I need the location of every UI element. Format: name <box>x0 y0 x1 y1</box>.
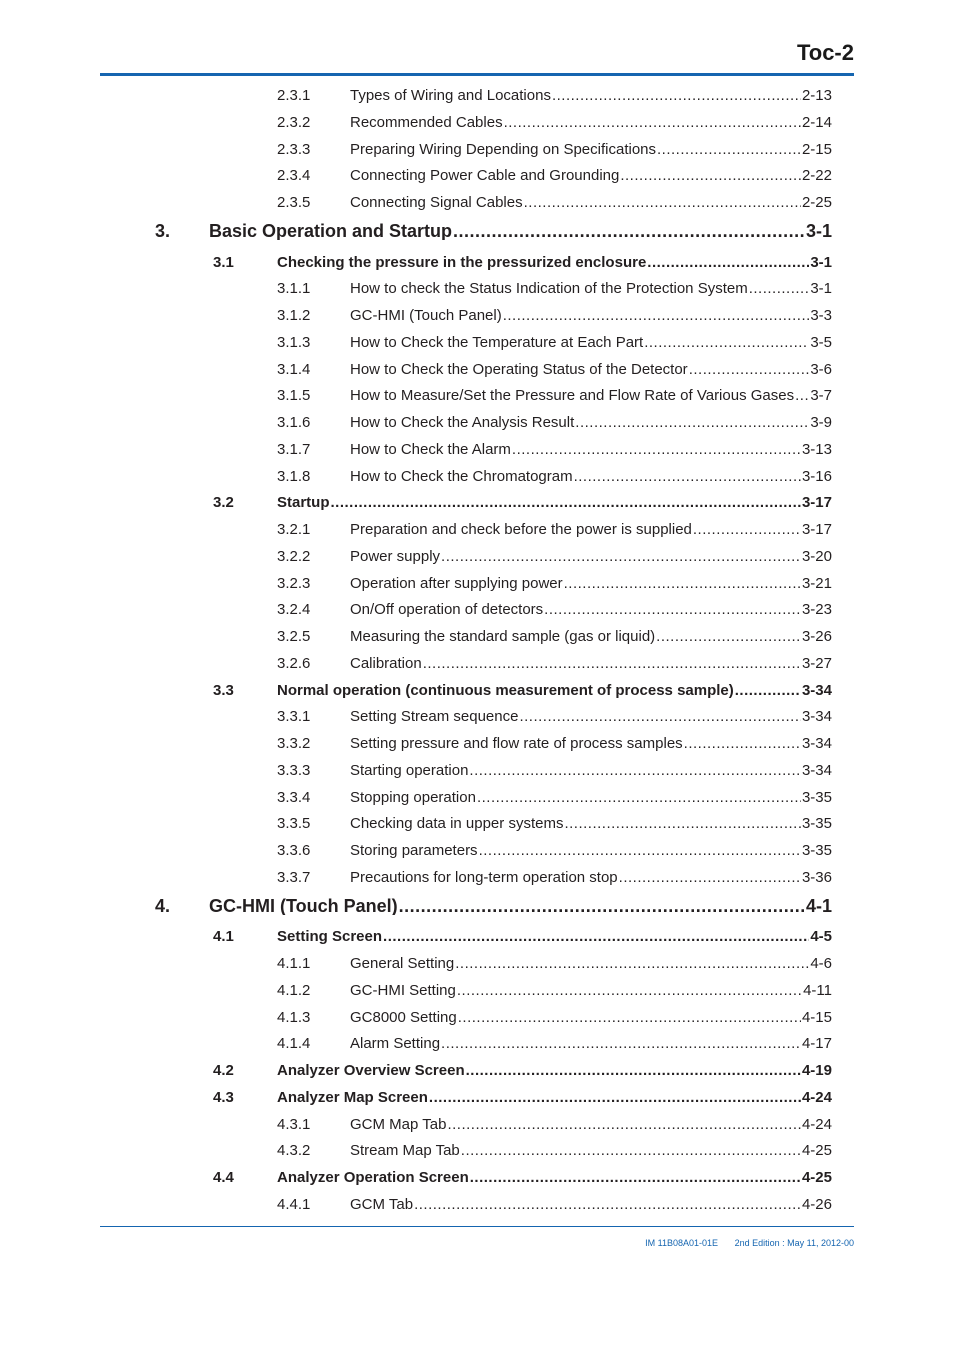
toc-entry-number: 3.2.6 <box>277 655 311 672</box>
toc-entry-body <box>350 415 832 430</box>
toc-entry[interactable] <box>277 980 832 1002</box>
toc-entry[interactable] <box>277 813 832 835</box>
toc-entry-title: Stopping operation <box>350 790 476 805</box>
toc-entry-title: Setting pressure and flow rate of process samples <box>350 736 683 751</box>
toc-entry-title: GCM Tab <box>350 1197 414 1212</box>
toc-entry-title: Alarm Setting <box>350 1036 441 1051</box>
toc-entry-title: Analyzer Overview Screen <box>277 1063 465 1078</box>
toc-entry[interactable] <box>277 546 832 568</box>
toc-entry-title: Stream Map Tab <box>350 1143 460 1158</box>
toc-entry[interactable] <box>213 492 832 514</box>
toc-entry-number: 3.3.2 <box>277 735 311 752</box>
toc-entry-number: 2.3.4 <box>277 167 311 184</box>
toc-entry-title: Analyzer Operation Screen <box>277 1170 469 1185</box>
toc-entry-number: 2.3.3 <box>277 141 311 158</box>
toc-entry[interactable] <box>277 840 832 862</box>
dot-leader <box>414 1197 801 1212</box>
toc-entry-number: 3.2.1 <box>277 521 311 538</box>
dot-leader <box>574 469 801 484</box>
toc-entry-title: General Setting <box>350 956 455 971</box>
dot-leader <box>455 956 809 971</box>
toc-entry-body <box>350 442 832 457</box>
toc-entry-page: 3-6 <box>810 362 832 377</box>
toc-entry[interactable] <box>213 1167 832 1189</box>
toc-entry-title: Measuring the standard sample (gas or liquid) <box>350 629 656 644</box>
page-title: Toc-2 <box>796 40 854 65</box>
toc-entry[interactable] <box>277 278 832 300</box>
toc-entry-title: How to Check the Analysis Result <box>350 415 575 430</box>
toc-entry-number: 4.1.1 <box>277 955 311 972</box>
toc-entry-number: 3.1.1 <box>277 280 311 297</box>
dot-leader <box>684 736 801 751</box>
toc-entry-page: 3-34 <box>801 709 832 724</box>
footer-rule <box>100 1226 854 1227</box>
toc-entry-title: On/Off operation of detectors <box>350 602 544 617</box>
document-id: IM 11B08A01-01E <box>645 1238 719 1248</box>
dot-leader <box>447 1117 801 1132</box>
dot-leader <box>429 1090 801 1105</box>
dot-leader <box>693 522 801 537</box>
dot-leader <box>647 255 809 270</box>
toc-entry-number: 4.1.4 <box>277 1035 311 1052</box>
toc-entry-body <box>277 255 832 270</box>
toc-entry-number: 3.2 <box>213 494 234 511</box>
toc-entry-title: Calibration <box>350 656 422 671</box>
toc-entry-page: 4-25 <box>801 1170 832 1185</box>
toc-entry[interactable] <box>277 787 832 809</box>
dot-leader <box>399 897 805 915</box>
toc-entry-page: 4-25 <box>801 1143 832 1158</box>
toc-entry-title: Startup <box>277 495 330 510</box>
toc-entry[interactable] <box>277 85 832 107</box>
toc-entry-title: GCM Map Tab <box>350 1117 447 1132</box>
toc-entry-body <box>277 683 832 698</box>
header-rule <box>100 73 854 76</box>
dot-leader <box>477 790 801 805</box>
toc-entry-page: 4-6 <box>810 956 832 971</box>
toc-entry-page: 3-34 <box>801 763 832 778</box>
toc-entry-title: Setting Stream sequence <box>350 709 519 724</box>
dot-leader <box>564 816 801 831</box>
toc-entry-body <box>350 763 832 778</box>
toc-entry[interactable] <box>277 519 832 541</box>
toc-entry[interactable] <box>277 359 832 381</box>
toc-entry-body <box>350 115 832 130</box>
dot-leader <box>470 1170 801 1185</box>
toc-entry-number: 3.2.4 <box>277 601 311 618</box>
dot-leader <box>620 168 801 183</box>
toc-entry-number: 4.4.1 <box>277 1196 311 1213</box>
toc-entry-page: 3-7 <box>810 388 832 403</box>
toc-entry-body <box>350 362 832 377</box>
toc-entry-title: Setting Screen <box>277 929 383 944</box>
toc-entry-page: 3-35 <box>801 843 832 858</box>
toc-entry[interactable] <box>277 1140 832 1162</box>
toc-entry[interactable] <box>277 867 832 889</box>
toc-entry-number: 4.4 <box>213 1169 234 1186</box>
toc-entry-title: Connecting Power Cable and Grounding <box>350 168 620 183</box>
toc-entry-body <box>350 195 832 210</box>
toc-entry-body <box>350 549 832 564</box>
toc-entry-title: Precautions for long-term operation stop <box>350 870 618 885</box>
toc-entry-title: Preparing Wiring Depending on Specifications <box>350 142 657 157</box>
toc-entry[interactable] <box>277 626 832 648</box>
toc-entry-body <box>350 709 832 724</box>
toc-entry[interactable] <box>277 439 832 461</box>
toc-entry-number: 3.1.2 <box>277 307 311 324</box>
toc-entry-number: 4.1.3 <box>277 1009 311 1026</box>
toc-entry-body <box>350 736 832 751</box>
toc-entry-body <box>350 870 832 885</box>
toc-entry-title: GC-HMI Setting <box>350 983 456 998</box>
toc-entry-title: How to Check the Operating Status of the Detector <box>350 362 688 377</box>
toc-entry-body <box>350 983 832 998</box>
toc-entry[interactable] <box>213 926 832 948</box>
toc-entry-number: 3.1.8 <box>277 468 311 485</box>
toc-entry-body <box>350 469 832 484</box>
toc-entry-page: 3-20 <box>801 549 832 564</box>
toc-entry-page: 3-34 <box>801 736 832 751</box>
toc-entry-title: How to check the Status Indication of the Protection System <box>350 281 748 296</box>
toc-entry-page: 2-25 <box>801 195 832 210</box>
toc-entry-page: 4-5 <box>810 929 832 944</box>
toc-entry-page: 3-17 <box>801 522 832 537</box>
toc-entry-body <box>209 897 832 915</box>
toc-entry-body <box>277 495 832 510</box>
dot-leader <box>524 195 801 210</box>
toc-entry-page: 4-1 <box>805 897 832 915</box>
toc-entry-body <box>350 1036 832 1051</box>
toc-entry-number: 2.3.1 <box>277 87 311 104</box>
toc-entry-body <box>350 88 832 103</box>
footer <box>645 1238 854 1248</box>
toc-entry-body <box>350 1143 832 1158</box>
dot-leader <box>644 335 809 350</box>
toc-entry[interactable] <box>277 112 832 134</box>
dot-leader <box>453 222 805 240</box>
dot-leader <box>735 683 801 698</box>
toc-entry-body <box>350 1197 832 1212</box>
toc-entry-number: 3.3.3 <box>277 762 311 779</box>
toc-entry-body <box>209 222 832 240</box>
toc-entry-body <box>277 1090 832 1105</box>
toc-entry-title: Storing parameters <box>350 843 478 858</box>
toc-entry-title: Checking data in upper systems <box>350 816 564 831</box>
toc-entry-number: 4. <box>155 896 171 916</box>
toc-entry[interactable] <box>213 252 832 274</box>
toc-entry-body <box>350 602 832 617</box>
toc-entry-page: 4-19 <box>801 1063 832 1078</box>
toc-entry-page: 3-21 <box>801 576 832 591</box>
toc-entry[interactable] <box>277 953 832 975</box>
toc-entry-number: 3.3.7 <box>277 869 311 886</box>
toc-entry-title: How to Check the Alarm <box>350 442 511 457</box>
toc-entry-number: 3.3.6 <box>277 842 311 859</box>
dot-leader <box>479 843 801 858</box>
toc-entry-body <box>350 816 832 831</box>
dot-leader <box>331 495 801 510</box>
toc-entry-page: 2-22 <box>801 168 832 183</box>
toc-entry-number: 3.1 <box>213 254 234 271</box>
toc-entry-number: 3.3.1 <box>277 708 311 725</box>
toc-entry[interactable] <box>277 573 832 595</box>
dot-leader <box>504 115 801 130</box>
toc-entry-title: Types of Wiring and Locations <box>350 88 551 103</box>
toc-entry-page: 4-11 <box>803 983 832 998</box>
toc-entry[interactable] <box>277 332 832 354</box>
toc-entry-number: 3.3.5 <box>277 815 311 832</box>
toc-entry-body <box>350 1117 832 1132</box>
toc-entry-number: 3.2.2 <box>277 548 311 565</box>
toc-entry-number: 3.3 <box>213 682 234 699</box>
toc-entry-page: 3-36 <box>801 870 832 885</box>
toc-entry-title: Preparation and check before the power is supplied <box>350 522 692 537</box>
toc-entry-body <box>350 168 832 183</box>
dot-leader <box>469 763 801 778</box>
toc-entry-number: 4.1.2 <box>277 982 311 999</box>
toc-entry-body <box>350 388 832 403</box>
toc-entry-body <box>350 843 832 858</box>
toc-entry-title: How to Check the Chromatogram <box>350 469 573 484</box>
toc-entry-number: 4.3.1 <box>277 1116 311 1133</box>
dot-leader <box>552 88 801 103</box>
toc-entry-page: 3-35 <box>801 790 832 805</box>
toc-entry-title: GC-HMI (Touch Panel) <box>209 897 398 915</box>
toc-entry-title: GC8000 Setting <box>350 1010 457 1025</box>
toc-entry[interactable] <box>277 385 832 407</box>
toc-entry[interactable] <box>277 412 832 434</box>
toc-entry-page: 4-26 <box>801 1197 832 1212</box>
toc-entry[interactable] <box>277 165 832 187</box>
toc-entry[interactable] <box>277 466 832 488</box>
toc-entry[interactable] <box>213 1060 832 1082</box>
toc-entry-body <box>277 929 832 944</box>
toc-entry-page: 3-1 <box>805 222 832 240</box>
dot-leader <box>689 362 810 377</box>
dot-leader <box>383 929 809 944</box>
toc-entry-body <box>350 1010 832 1025</box>
toc-entry-page: 4-24 <box>801 1090 832 1105</box>
dot-leader <box>423 656 801 671</box>
toc-entry[interactable] <box>277 1114 832 1136</box>
toc-entry-page: 3-13 <box>801 442 832 457</box>
toc-entry-body <box>350 281 832 296</box>
toc-entry-body <box>277 1170 832 1185</box>
toc-entry-body <box>350 142 832 157</box>
toc-entry-body <box>350 790 832 805</box>
toc-entry-number: 4.2 <box>213 1062 234 1079</box>
toc-entry[interactable] <box>277 760 832 782</box>
toc-entry-number: 4.1 <box>213 928 234 945</box>
toc-entry[interactable] <box>213 1087 832 1109</box>
toc-entry-title: Recommended Cables <box>350 115 503 130</box>
toc-entry-title: Power supply <box>350 549 441 564</box>
toc-entry-page: 2-15 <box>801 142 832 157</box>
toc-entry-number: 3.3.4 <box>277 789 311 806</box>
toc-entry[interactable] <box>277 139 832 161</box>
toc-entry-page: 3-35 <box>801 816 832 831</box>
toc-entry-number: 3.2.5 <box>277 628 311 645</box>
toc-entry-title: Starting operation <box>350 763 469 778</box>
toc-entry-page: 3-1 <box>810 281 832 296</box>
dot-leader <box>519 709 801 724</box>
toc-entry-title: Checking the pressure in the pressurized enclosure <box>277 255 647 270</box>
toc-entry-title: Basic Operation and Startup <box>209 222 453 240</box>
toc-entry-number: 4.3.2 <box>277 1142 311 1159</box>
toc-entry-title: Connecting Signal Cables <box>350 195 523 210</box>
toc-entry-number: 3.1.6 <box>277 414 311 431</box>
toc-entry-title: Analyzer Map Screen <box>277 1090 428 1105</box>
toc-entry-body <box>350 576 832 591</box>
toc-entry-title: How to Check the Temperature at Each Part <box>350 335 644 350</box>
toc-entry[interactable] <box>277 305 832 327</box>
dot-leader <box>458 1010 801 1025</box>
toc-entry-number: 3.2.3 <box>277 575 311 592</box>
toc-entry-body <box>350 335 832 350</box>
toc-entry-number: 3.1.3 <box>277 334 311 351</box>
toc-entry-body <box>350 629 832 644</box>
toc-entry[interactable] <box>155 222 832 244</box>
toc-entry-body <box>350 522 832 537</box>
dot-leader <box>441 549 801 564</box>
toc-entry[interactable] <box>277 1033 832 1055</box>
toc-entry[interactable] <box>155 897 832 919</box>
toc-entry-number: 3.1.5 <box>277 387 311 404</box>
dot-leader <box>544 602 801 617</box>
toc-entry-page: 2-14 <box>801 115 832 130</box>
edition-date: 2nd Edition : May 11, 2012-00 <box>734 1238 854 1248</box>
toc-entry-body <box>277 1063 832 1078</box>
toc-entry-page: 3-16 <box>801 469 832 484</box>
dot-leader <box>461 1143 801 1158</box>
toc-entry-page: 3-27 <box>801 656 832 671</box>
dot-leader <box>457 983 802 998</box>
toc-entry-body <box>350 956 832 971</box>
dot-leader <box>512 442 801 457</box>
toc-entry-title: How to Measure/Set the Pressure and Flow Rate of Various Gases <box>350 388 795 403</box>
dot-leader <box>575 415 809 430</box>
toc-entry-body <box>350 308 832 323</box>
toc-entry-page: 3-9 <box>810 415 832 430</box>
toc-entry-page: 4-24 <box>801 1117 832 1132</box>
toc-entry-body <box>350 656 832 671</box>
toc-entry-number: 3. <box>155 221 171 241</box>
toc-entry-page: 3-1 <box>810 255 832 270</box>
toc-entry-page: 3-26 <box>801 629 832 644</box>
toc-entry-number: 2.3.5 <box>277 194 311 211</box>
toc-entry-page: 2-13 <box>801 88 832 103</box>
toc-entry-page: 3-17 <box>801 495 832 510</box>
toc-entry-page: 4-15 <box>801 1010 832 1025</box>
toc-entry[interactable] <box>213 680 832 702</box>
toc-entry-number: 3.1.4 <box>277 361 311 378</box>
toc-entry[interactable] <box>277 192 832 214</box>
toc-entry[interactable] <box>277 653 832 675</box>
dot-leader <box>564 576 801 591</box>
toc-entry-page: 4-17 <box>801 1036 832 1051</box>
toc-entry[interactable] <box>277 1007 832 1029</box>
dot-leader <box>656 629 801 644</box>
dot-leader <box>619 870 801 885</box>
dot-leader <box>441 1036 801 1051</box>
toc-entry-title: Normal operation (continuous measurement of process sample) <box>277 683 734 698</box>
toc-entry[interactable] <box>277 599 832 621</box>
dot-leader <box>657 142 801 157</box>
toc-entry[interactable] <box>277 1194 832 1216</box>
dot-leader <box>503 308 810 323</box>
toc-entry-title: GC-HMI (Touch Panel) <box>350 308 502 323</box>
toc-entry-page: 3-23 <box>801 602 832 617</box>
toc-entry-title: Operation after supplying power <box>350 576 563 591</box>
toc-entry[interactable] <box>277 733 832 755</box>
toc-entry-page: 3-5 <box>810 335 832 350</box>
dot-leader <box>795 388 809 403</box>
toc-entry-number: 3.1.7 <box>277 441 311 458</box>
toc-entry-page: 3-3 <box>810 308 832 323</box>
toc-entry-number: 4.3 <box>213 1089 234 1106</box>
toc-entry-page: 3-34 <box>801 683 832 698</box>
toc-entry[interactable] <box>277 706 832 728</box>
dot-leader <box>749 281 810 296</box>
toc-entry-number: 2.3.2 <box>277 114 311 131</box>
dot-leader <box>466 1063 801 1078</box>
